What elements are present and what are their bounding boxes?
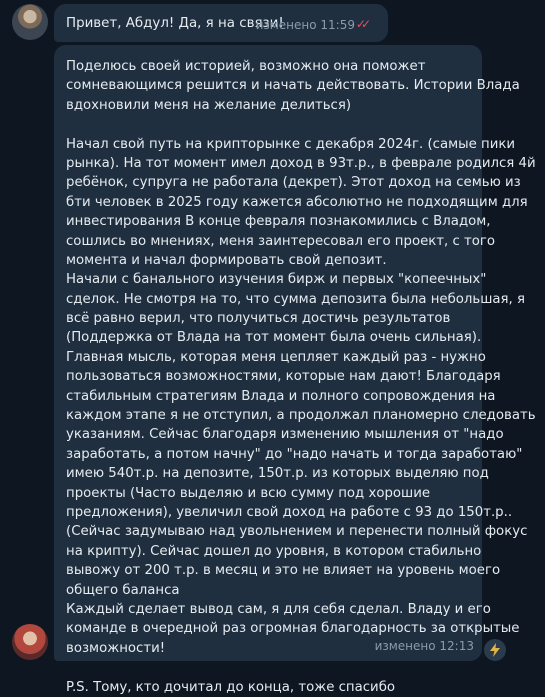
message-line: ребёнок, супруга не работала (декрет). Этот доход на семью из <box>66 175 521 191</box>
message-line: каждом этапе я не отступил, а продолжал планомерно следовать <box>66 408 536 424</box>
message-line: (Поддержка от Влада на тот момент была очень сильная). <box>66 330 482 346</box>
message-line: Начал свой путь на крипторынке с декабря 2024г. (самые пики <box>66 136 516 152</box>
message-bubble-2[interactable] <box>54 45 536 695</box>
message-line: заработать, а потом начну" до "надо начать и тогда заработаю" <box>66 446 523 462</box>
message-line: команде в очередной раз огромная благодарность за открытые <box>66 621 520 637</box>
message-edited-time: изменено 11:59 <box>255 18 355 32</box>
message-line: P.S. Тому, кто дочитал до конца, тоже спасибо <box>66 679 396 695</box>
reaction-button[interactable] <box>484 639 506 661</box>
message-bubble-1[interactable] <box>54 4 388 42</box>
double-check-icon: ✓✓ <box>355 17 366 31</box>
message-line: указаниям. Сейчас благодаря изменению мышления от "надо <box>66 427 504 443</box>
blank-line <box>66 115 476 134</box>
message-line: Поделюсь своей историей, возможно она поможет <box>66 59 426 74</box>
message-line: на крипту). Сейчас дошел до уровня, в котором стабильно <box>66 543 482 559</box>
message-edited-time: изменено 12:13 <box>374 639 474 653</box>
blank-line <box>66 658 476 677</box>
message-text: Привет, Абдул! Да, я на связи! <box>66 16 284 31</box>
sender-avatar[interactable] <box>12 624 48 660</box>
message-line: всё равно верил, что получиться достичь результатов <box>66 311 451 327</box>
message-line: вдохновили меня на желание делиться) <box>66 97 352 113</box>
message-line: проекты (Часто выделяю и всю сумму под хорошие <box>66 485 431 501</box>
message-line: пользоваться возможностями, которые нам дают! Благодаря <box>66 369 501 385</box>
message-line: стабильным стратегиям Влада и полного сопровождения на <box>66 388 496 404</box>
message-line: Начали с банального изучения бирж и первых "копеечных" <box>66 272 487 288</box>
message-line: рынка). На тот момент имел доход в 93т.р., в феврале родился 4й <box>66 155 536 171</box>
message-line: вывожу от 200 т.р. в месяц и это не влияет на уровень моего <box>66 563 501 579</box>
message-line: сомневающимся решится и начать действовать. Истории Влада <box>66 78 520 94</box>
message-line: (Сейчас задумываю над увольнением и перенести полный фокус <box>66 524 528 540</box>
message-line: Главная мысль, которая меня цепляет каждый раз - нужно <box>66 349 486 365</box>
message-line: сошлись во мнениях, меня заинтересовал его проект, с того <box>66 233 496 249</box>
message-line: бти человек в 2025 году кажется абсолютно не подходящим для <box>66 194 528 210</box>
sender-avatar[interactable] <box>12 4 48 40</box>
message-body <box>66 57 536 697</box>
message-line: сделок. Не смотря на то, что сумма депозита была небольшая, я <box>66 291 526 307</box>
message-line: возможности! <box>66 640 166 656</box>
message-line: общего баланса <box>66 582 180 598</box>
message-line: имею 540т.р. на депозите, 150т.р. из которых выделяю под <box>66 466 489 482</box>
lightning-icon <box>489 643 501 657</box>
message-line: предложения), увеличил свой доход на работе с 93 до 150т.р.. <box>66 504 513 520</box>
message-line: момента и начал формировать свой депозит. <box>66 252 387 268</box>
message-line: Каждый сделает вывод сам, я для себя сделал. Владу и его <box>66 601 491 617</box>
message-line: инвестирования В конце февраля познакомились с Владом, <box>66 214 491 230</box>
